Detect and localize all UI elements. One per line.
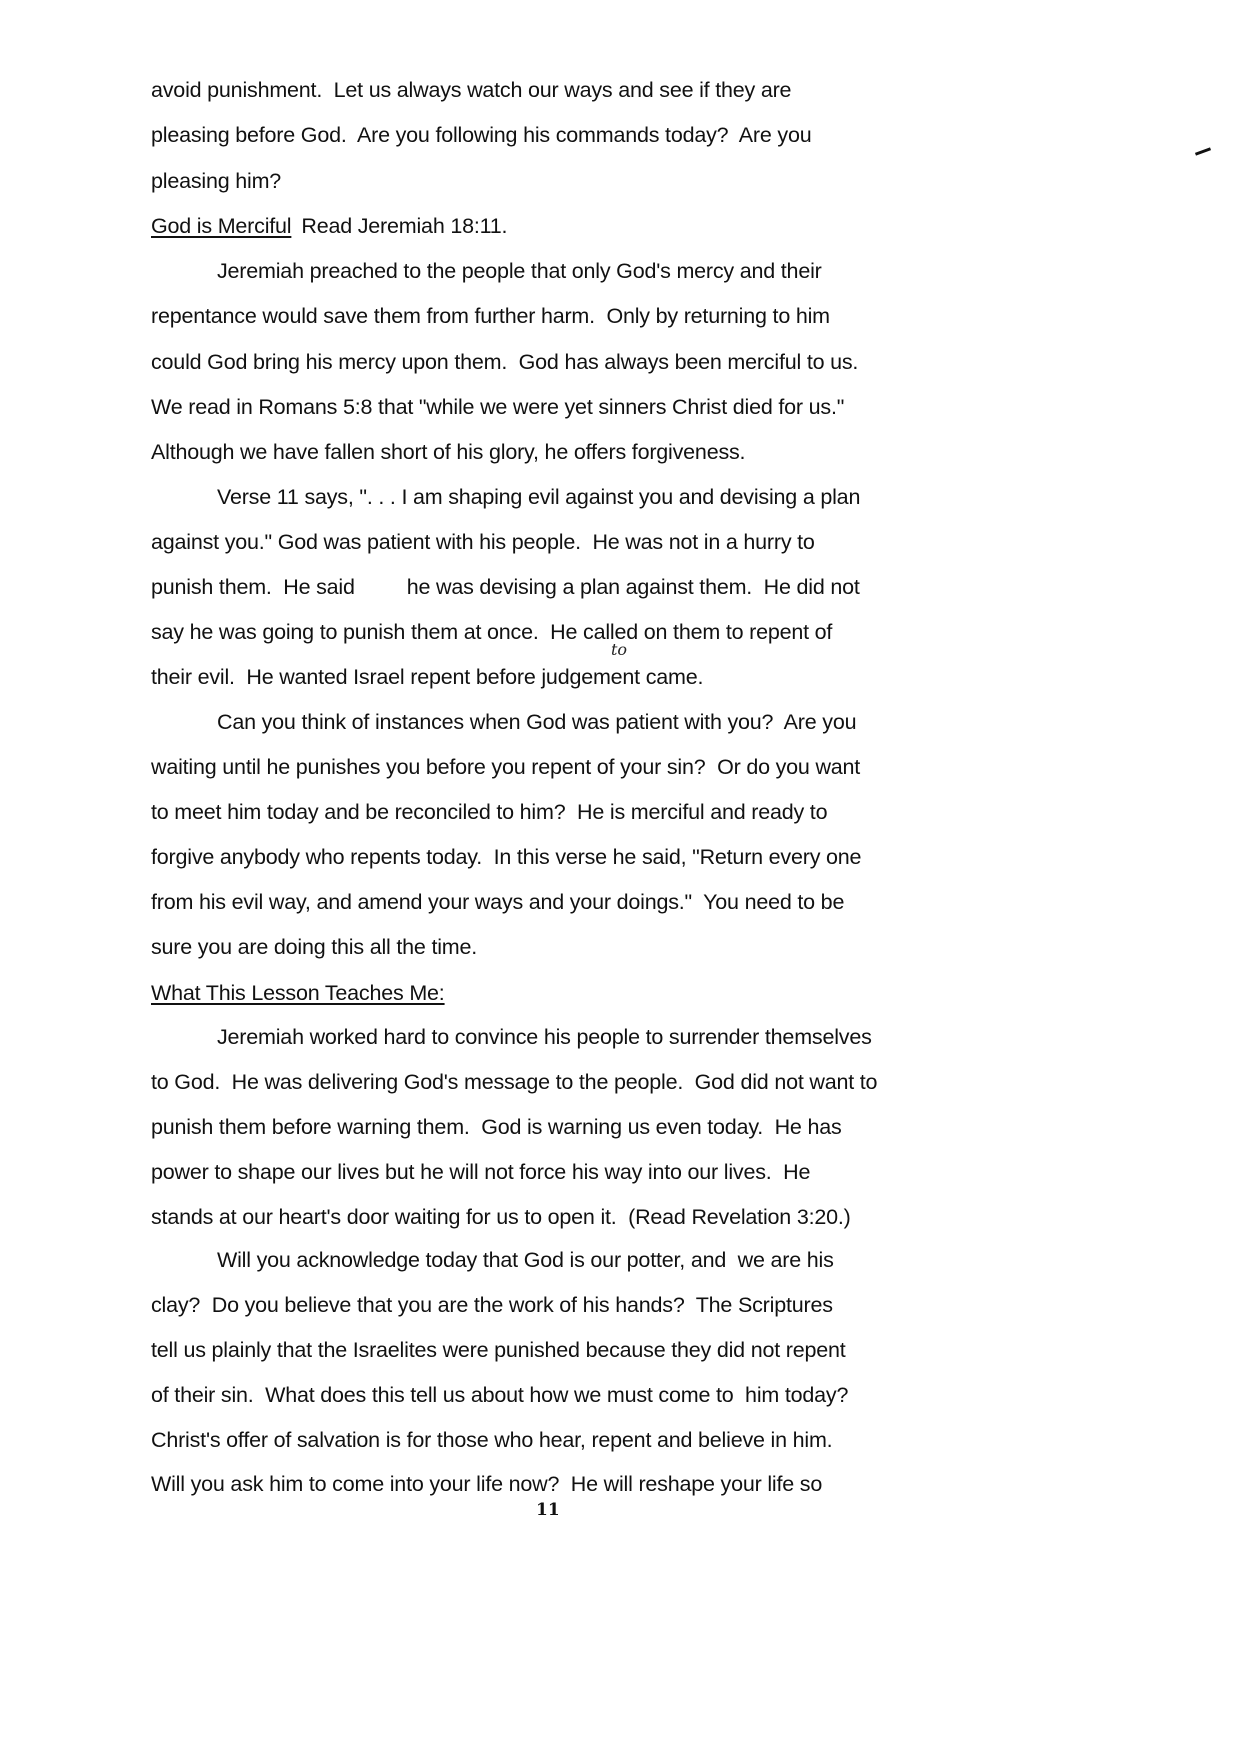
- text-line: say he was going to punish them at once. He called on them to repent of: [151, 620, 833, 644]
- text-line: power to shape our lives but he will not force his way into our lives. He: [151, 1160, 811, 1184]
- section-heading-line: [151, 980, 445, 1006]
- text-line: stands at our heart's door waiting for us to open it. (Read Revelation 3:20.): [151, 1205, 851, 1229]
- text-line: Jeremiah worked hard to convince his people to surrender themselves: [217, 1025, 872, 1049]
- text-line: Will you ask him to come into your life now? He will reshape your life so: [151, 1472, 823, 1496]
- text-line: Can you think of instances when God was patient with you? Are you: [217, 710, 857, 734]
- text-line: could God bring his mercy upon them. God has always been merciful to us.: [151, 350, 859, 374]
- text-line: waiting until he punishes you before you repent of your sin? Or do you want: [151, 755, 861, 779]
- text-line: against you." God was patient with his people. He was not in a hurry to: [151, 530, 815, 554]
- text-line: We read in Romans 5:8 that "while we were yet sinners Christ died for us.": [151, 395, 845, 419]
- text-line: punish them. He said he was devising a plan against them. He did not: [151, 575, 860, 599]
- text-line: Verse 11 says, ". . . I am shaping evil against you and devising a plan: [217, 485, 861, 509]
- text-line: to God. He was delivering God's message to the people. God did not want to: [151, 1070, 878, 1094]
- text-line: Jeremiah preached to the people that only God's mercy and their: [217, 259, 822, 283]
- section-heading: What This Lesson Teaches Me:: [151, 981, 445, 1005]
- text-line: clay? Do you believe that you are the work of his hands? The Scriptures: [151, 1293, 833, 1317]
- text-line: their evil. He wanted Israel repent before judgement came.: [151, 665, 704, 689]
- text-line: from his evil way, and amend your ways and your doings." You need to be: [151, 890, 845, 914]
- text-line: sure you are doing this all the time.: [151, 935, 478, 959]
- text-line: forgive anybody who repents today. In this verse he said, "Return every one: [151, 845, 862, 869]
- text-line: repentance would save them from further harm. Only by returning to him: [151, 304, 830, 328]
- text-line: pleasing before God. Are you following his commands today? Are you: [151, 123, 812, 147]
- section-heading-line: [151, 213, 507, 239]
- text-line: tell us plainly that the Israelites were punished because they did not repent: [151, 1338, 846, 1362]
- text-line: Although we have fallen short of his glory, he offers forgiveness.: [151, 440, 746, 464]
- margin-mark: [1195, 147, 1211, 155]
- section-heading: God is Merciful: [151, 214, 292, 238]
- page-number: 11: [536, 1500, 560, 1520]
- text-line: Will you acknowledge today that God is our potter, and we are his: [217, 1248, 834, 1272]
- text-line: Christ's offer of salvation is for those who hear, repent and believe in him.: [151, 1428, 833, 1452]
- scripture-reference: Read Jeremiah 18:11.: [301, 214, 508, 238]
- text-line: punish them before warning them. God is warning us even today. He has: [151, 1115, 842, 1139]
- text-line: to meet him today and be reconciled to him? He is merciful and ready to: [151, 800, 828, 824]
- handwritten-insertion: to: [611, 640, 628, 659]
- text-line: pleasing him?: [151, 169, 282, 193]
- text-line: avoid punishment. Let us always watch our ways and see if they are: [151, 78, 792, 102]
- text-line: of their sin. What does this tell us about how we must come to him today?: [151, 1383, 849, 1407]
